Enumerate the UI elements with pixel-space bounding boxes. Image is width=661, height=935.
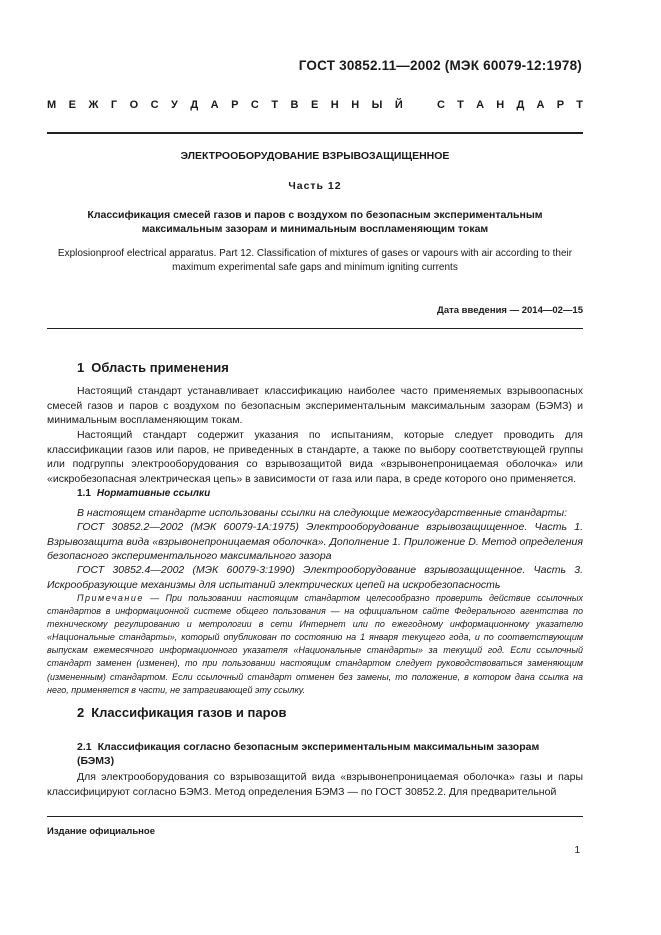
banner-letter: Н [351, 99, 360, 111]
edition-label: Издание официальное [47, 826, 155, 837]
banner-letter: Д [190, 99, 199, 111]
banner-letter: М [47, 99, 57, 111]
section-2-1-heading-line1 [77, 740, 583, 754]
standard-code: ГОСТ 30852.11—2002 (МЭК 60079-12:1978) [298, 58, 582, 73]
document-title: ЭЛЕКТРООБОРУДОВАНИЕ ВЗРЫВОЗАЩИЩЕННОЕ [180, 150, 450, 162]
banner-letter: Р [556, 99, 565, 111]
subsection-title-line1: Классификация согласно безопасным экспериментальным максимальным зазорам [97, 741, 540, 753]
banner-letter: А [210, 99, 219, 111]
english-title-line1: Explosionproof electrical apparatus. Part 12. Classification of mixtures of gases or vapours with air according to their [57, 248, 573, 259]
subsection-title: Нормативные ссылки [96, 488, 211, 499]
banner-letter: Т [271, 99, 279, 111]
banner-letter: Т [576, 99, 583, 111]
banner-letter: В [290, 99, 299, 111]
banner-letter: Д [516, 99, 525, 111]
subsection-number: 2.1 [77, 741, 92, 753]
subsection-title-line2: (БЭМЗ) [77, 755, 115, 767]
english-title [55, 247, 575, 274]
banner-letter: Г [110, 99, 118, 111]
banner-letter: Н [496, 99, 505, 111]
banner-letter: Й [394, 99, 403, 111]
russian-subtitle-line1: Классификация смесей газов и паров с воздухом по безопасным экспериментальным [87, 209, 543, 221]
note-paragraph [47, 592, 583, 697]
banner-letter: Е [68, 99, 76, 111]
section-1-paragraph-1: Настоящий стандарт устанавливает классификацию наиболее часто применяемых взрывоопасных смесей газов и паров с воздухом по безопасным экспериментальным максимальным зазорам (БЭМЗ) и минимальным воспламеняющим токам. [47, 385, 583, 427]
page-number: 1 [574, 845, 580, 856]
references-intro: В настоящем стандарте использованы ссылки на следующие межгосударственные стандарты: [77, 507, 567, 519]
banner-word-standard [437, 99, 583, 111]
section-title: Область применения [91, 360, 229, 375]
banner-letter: Ж [88, 99, 99, 111]
banner-letter: А [476, 99, 485, 111]
title-divider [47, 328, 583, 329]
section-2-heading [77, 705, 286, 720]
introduction-date: Дата введения — 2014—02—15 [437, 305, 583, 316]
banner-letter: Е [310, 99, 319, 111]
note-label: Примечание [77, 593, 144, 603]
section-number: 1 [77, 360, 85, 375]
footer-divider [47, 816, 583, 817]
standard-type-banner [47, 99, 583, 111]
section-number: 2 [77, 705, 85, 720]
section-2-1-paragraph: Для электрооборудования со взрывозащитой вида «взрывонепроницаемая оболочка» газы и пары классифицируют согласно БЭМЗ. Метод определения БЭМЗ — по ГОСТ 30852.2. Для предварительной [47, 771, 583, 798]
russian-subtitle [60, 208, 570, 236]
section-2-1-heading [77, 740, 583, 768]
header-divider [47, 132, 583, 134]
banner-letter: С [437, 99, 445, 111]
banner-letter: Ы [371, 99, 383, 111]
banner-letter: С [250, 99, 259, 111]
subsection-number: 1.1 [77, 488, 91, 499]
banner-letter: Т [457, 99, 464, 111]
banner-letter: С [150, 99, 159, 111]
section-1-1-heading [77, 488, 210, 499]
note-text: — При пользовании настоящим стандартом целесообразно проверить действие ссылочных стандартов в информационной системе общего пользования — на официальном сайте Федерального агентства по техническому регулированию и метрологии в сети Интернет или по ежегодному информационному указателю «Национальные стандарты», который опубликован по состоянию на 1 января текущего года, и по соответствующим выпускам ежемесячного информационного указателя «Национальные стандарты» за текущий год. Если ссылочный стандарт заменен (изменен), то при пользовании настоящим стандартом следует руководствоваться заменяющим (измененным) стандартом. Если ссылочный стандарт отменен без замены, то положение, в котором дана ссылка на него, применяется в части, не затрагивающей эту ссылку. [47, 593, 583, 695]
section-1-heading [77, 360, 229, 375]
part-label: Часть 12 [288, 180, 342, 192]
banner-letter: Р [231, 99, 239, 111]
banner-word-interstate [47, 99, 403, 111]
banner-letter: У [171, 99, 178, 111]
reference-2: ГОСТ 30852.4—2002 (МЭК 60079-3:1990) Электрооборудование взрывозащищенное. Часть 3. Искрообразующие механизмы для испытаний электрических цепей на искробезопасность [47, 564, 583, 591]
banner-letter: Н [330, 99, 339, 111]
banner-letter: О [129, 99, 139, 111]
section-1-paragraph-2: Настоящий стандарт содержит указания по испытаниям, которые следует проводить для классификации газов или паров, не приведенных в стандарте, а также по выбору соответствующей группы или подгруппы электрооборудования со взрывозащитой вида «взрывонепроницаемая оболочка» или «искробезопасная электрическая цепь» в зависимости от газа или пара, в среде которого оно применяется. [47, 429, 583, 485]
english-title-line2: maximum experimental safe gaps and minimum igniting currents [172, 261, 458, 273]
russian-subtitle-line2: максимальным зазорам и минимальным воспламеняющим токам [141, 223, 489, 235]
banner-letter: А [536, 99, 545, 111]
section-title: Классификация газов и паров [91, 705, 287, 720]
reference-1: ГОСТ 30852.2—2002 (МЭК 60079-1А:1975) Электрооборудование взрывозащищенное. Часть 1. Взрывозащита вида «взрывонепроницаемая оболочка». Дополнение 1. Приложение D. Метод определения безопасного экспериментального максимального зазора [47, 521, 583, 563]
